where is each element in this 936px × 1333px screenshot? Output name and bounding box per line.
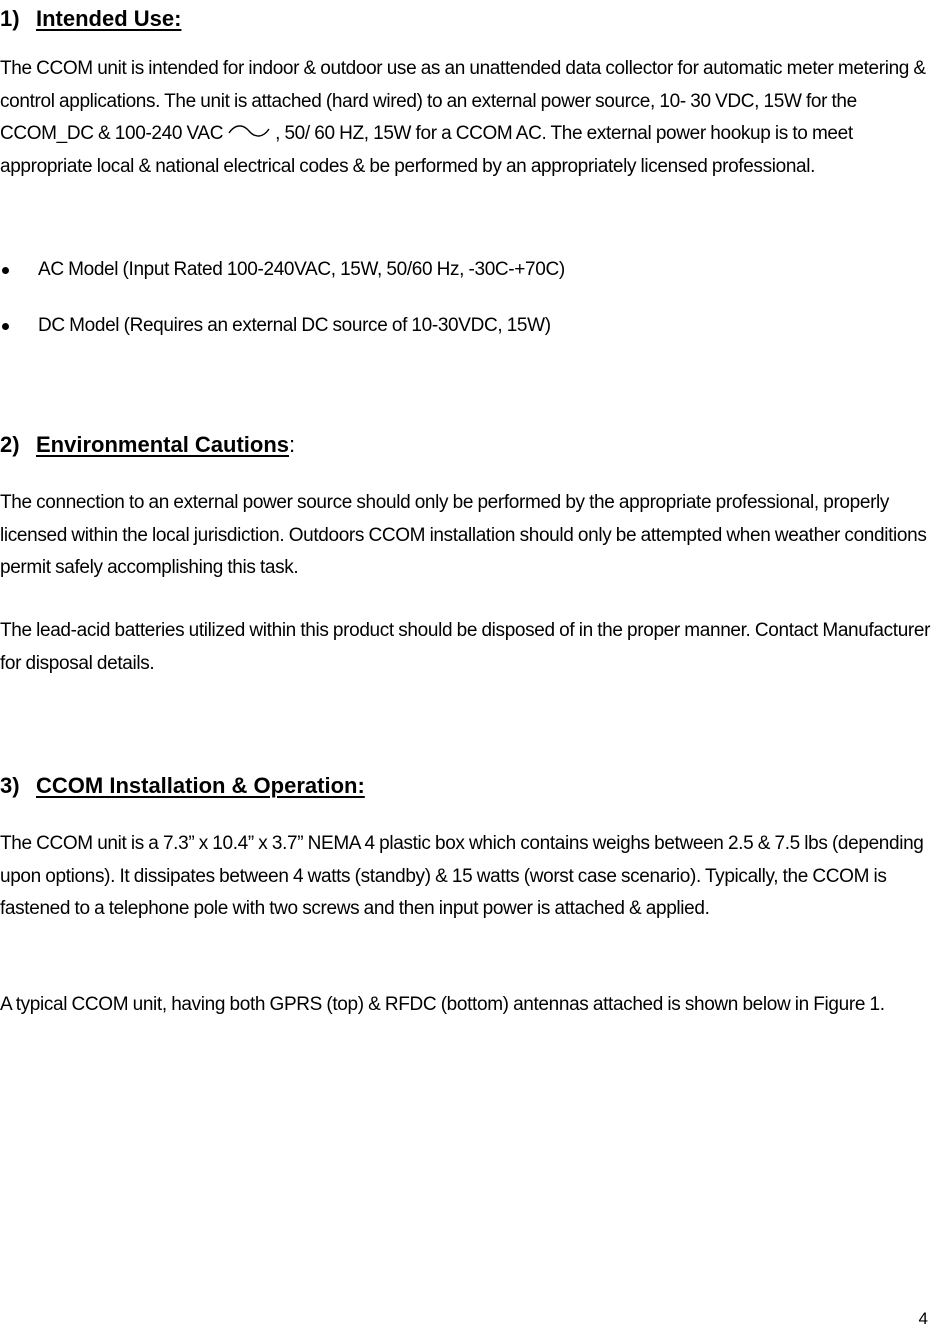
section-1-paragraph-text-a: The CCOM unit is intended for indoor & outdoor use as an unattended data collector for automatic meter metering & control applications. The unit is attached (hard wired) to an external power source, 10- 30 VDC, 15W for the CCOM_DC & 100-240 VAC [0, 58, 926, 145]
section-3-paragraph-2: A typical CCOM unit, having both GPRS (top) & RFDC (bottom) antennas attached is shown below in Figure 1. [0, 994, 885, 1015]
bullet-icon [2, 267, 9, 274]
section-3-heading [0, 771, 365, 801]
section-1-paragraph-text-b: , 50/ 60 HZ, 15W for a CCOM AC. The external power hookup is to meet appropriate local & national electrical codes & be performed by an appropriately licensed professional. [0, 123, 853, 177]
section-2-paragraph-2: The lead-acid batteries utilized within this product should be disposed of in the proper manner. Contact Manufacturer for disposal details. [0, 620, 931, 674]
alternating-current-icon [227, 124, 271, 138]
list-item-text: DC Model (Requires an external DC source of 10-30VDC, 15W) [38, 315, 551, 336]
section-1-heading [0, 4, 181, 34]
section-2-heading [0, 430, 295, 460]
section-3-paragraph-1: The CCOM unit is a 7.3” x 10.4” x 3.7” NEMA 4 plastic box which contains weighs between 2.5 & 7.5 lbs (depending upon options). It dissipates between 4 watts (standby) & 15 watts (worst case scenario). Typically, the CCOM is fastened to a telephone pole with two screws and then input power is attached & applied. [0, 833, 924, 920]
section-2-title: Environmental Cautions [36, 432, 290, 457]
bullet-icon [2, 323, 9, 330]
section-1-paragraph [0, 53, 932, 183]
section-2-colon: : [289, 432, 296, 457]
section-2-paragraph-1: The connection to an external power source should only be performed by the appropriate professional, properly licensed within the local jurisdiction. Outdoors CCOM installation should only be attempted when weather conditions permit safely accomplishing this task. [0, 492, 927, 579]
section-2-number: 2) [0, 432, 20, 457]
section-1-number: 1) [0, 6, 20, 31]
list-item-text: AC Model (Input Rated 100-240VAC, 15W, 50/60 Hz, -30C-+70C) [38, 259, 565, 280]
section-3-number: 3) [0, 773, 20, 798]
section-3-title: CCOM Installation & Operation: [36, 773, 365, 798]
section-1-title: Intended Use: [36, 6, 182, 31]
page-number: 4 [918, 1309, 928, 1328]
